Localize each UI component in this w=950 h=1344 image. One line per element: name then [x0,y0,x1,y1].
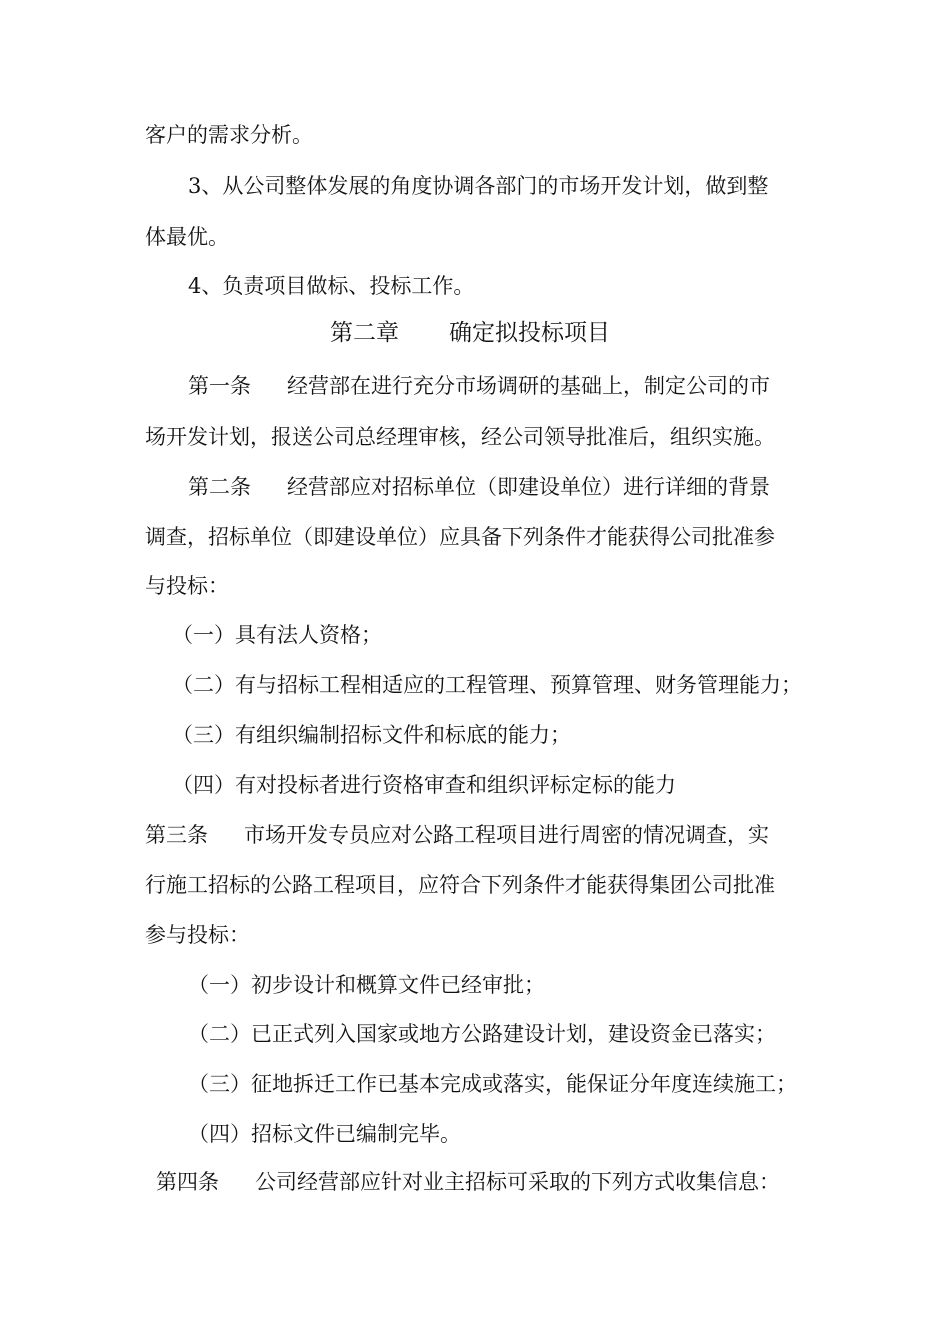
text-line: 调查，招标单位（即建设单位）应具备下列条件才能获得公司批准参 [145,525,775,549]
text-line: 客户的需求分析。 [145,123,313,147]
article-line [156,1167,780,1197]
text-line: 与投标： [145,574,229,598]
article-label: 第三条 [145,823,208,847]
article-line [145,820,769,850]
list-item: （一）具有法人资格； [172,623,382,647]
article-text: 公司经营部应针对业主招标可采取的下列方式收集信息： [255,1170,780,1194]
article-label: 第四条 [156,1170,219,1194]
article-label: 第二条 [188,475,251,499]
text-line: 场开发计划，报送公司总经理审核，经公司领导批准后，组织实施。 [145,425,775,449]
article-line [188,472,770,502]
article-text: 经营部应对招标单位（即建设单位）进行详细的背景 [287,475,770,499]
article-text: 市场开发专员应对公路工程项目进行周密的情况调查，实 [244,823,769,847]
list-item: （三）有组织编制招标文件和标底的能力； [172,723,571,747]
list-item: （一）初步设计和概算文件已经审批； [188,973,545,997]
text-line: 体最优。 [145,225,229,249]
article-text: 经营部在进行充分市场调研的基础上，制定公司的市 [287,374,770,398]
list-item: （四）有对投标者进行资格审查和组织评标定标的能力 [172,773,676,797]
chapter-title: 确定拟投标项目 [449,320,610,346]
text-line: 4、负责项目做标、投标工作。 [188,274,475,298]
text-line: 行施工招标的公路工程项目，应符合下列条件才能获得集团公司批准 [145,873,775,897]
text-line: 3、从公司整体发展的角度协调各部门的市场开发计划，做到整 [188,174,769,198]
list-item: （二）有与招标工程相适应的工程管理、预算管理、财务管理能力； [172,673,802,697]
article-label: 第一条 [188,374,251,398]
text-line: 参与投标： [145,923,250,947]
chapter-heading [330,317,610,349]
article-line [188,371,770,401]
list-item: （二）已正式列入国家或地方公路建设计划，建设资金已落实； [188,1022,776,1046]
chapter-number: 第二章 [330,320,399,346]
list-item: （三）征地拆迁工作已基本完成或落实，能保证分年度连续施工； [188,1072,797,1096]
list-item: （四）招标文件已编制完毕。 [188,1122,461,1146]
